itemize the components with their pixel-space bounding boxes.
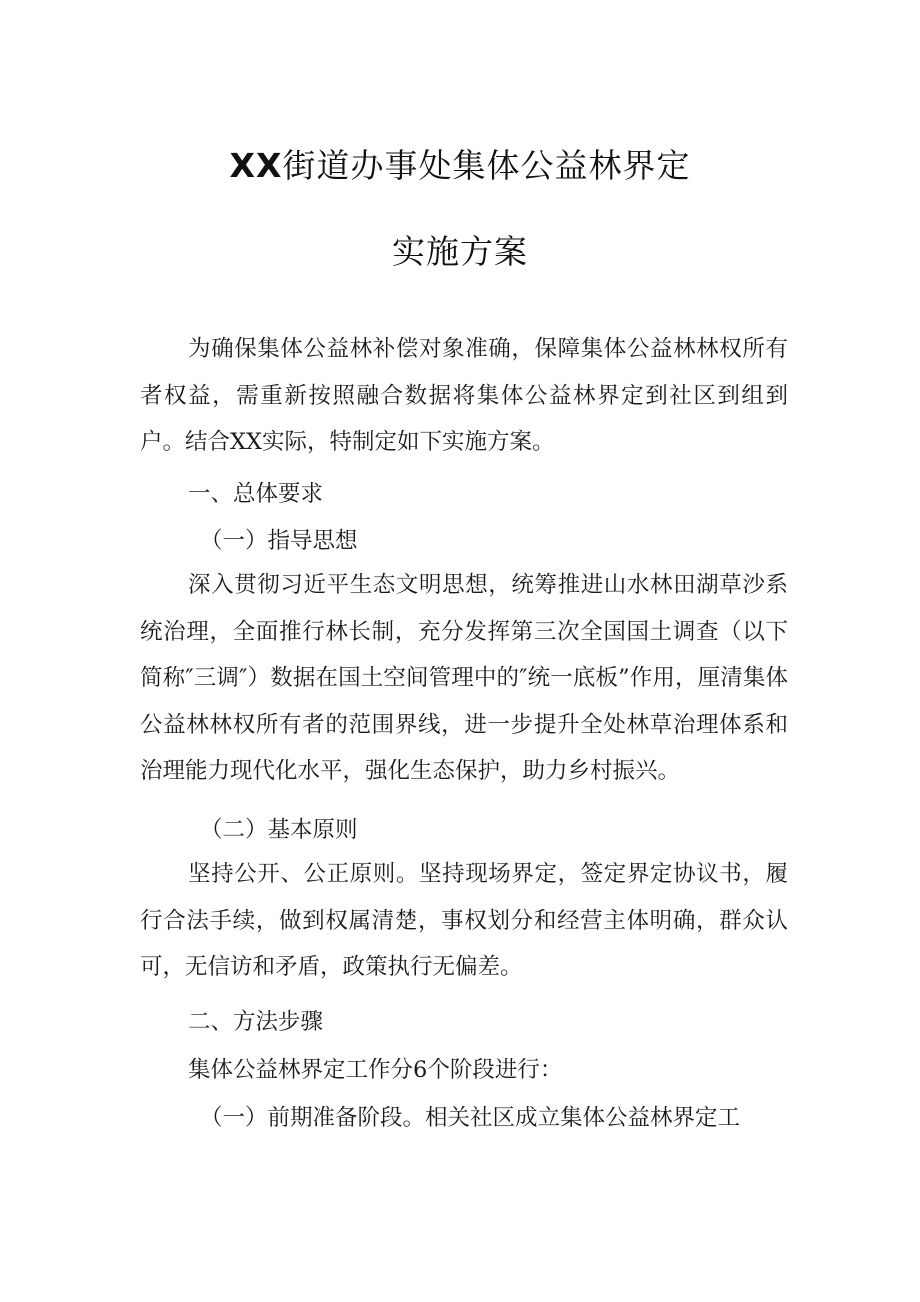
section1-heading: 一、总体要求 bbox=[188, 481, 324, 507]
section2-heading: 二、方法步骤 bbox=[188, 1009, 324, 1035]
document-title-line2: 实施方案 bbox=[392, 232, 528, 271]
sub2-heading: （二）基本原则 bbox=[200, 817, 358, 843]
title-prefix: XX bbox=[229, 146, 283, 185]
sub1-heading: （一）指导思想 bbox=[200, 528, 358, 554]
title-rest: 街道办事处集体公益林界定 bbox=[282, 146, 691, 185]
stage1-text: （一）前期准备阶段。相关社区成立集体公益林界定工 bbox=[200, 1105, 741, 1131]
document-title-line1 bbox=[0, 140, 920, 187]
section2-intro: 集体公益林界定工作分6个阶段进行： bbox=[188, 1057, 563, 1083]
sub2-paragraph: 坚持公开、公正原则。坚持现场界定，签定界定协议书，履行合法手续，做到权属清楚，事权划分和经营主体明确，群众认可，无信访和矛盾，政策执行无偏差。 bbox=[140, 861, 788, 980]
intro-paragraph: 为确保集体公益林补偿对象准确，保障集体公益林林权所有者权益，需重新按照融合数据将集体公益林界定到社区到组到户。结合XX实际，特制定如下实施方案。 bbox=[140, 336, 788, 455]
sub1-paragraph: 深入贯彻习近平生态文明思想，统筹推进山水林田湖草沙系统治理，全面推行林长制，充分发挥第三次全国国土调查（以下简称″三调″）数据在国土空间管理中的″统一底板”作用，厘清集体公益林林权所有者的范围界线，进一步提升全处林草治理体系和治理能力现代化水平，强化生态保护，助力乡村振兴。 bbox=[140, 572, 788, 784]
